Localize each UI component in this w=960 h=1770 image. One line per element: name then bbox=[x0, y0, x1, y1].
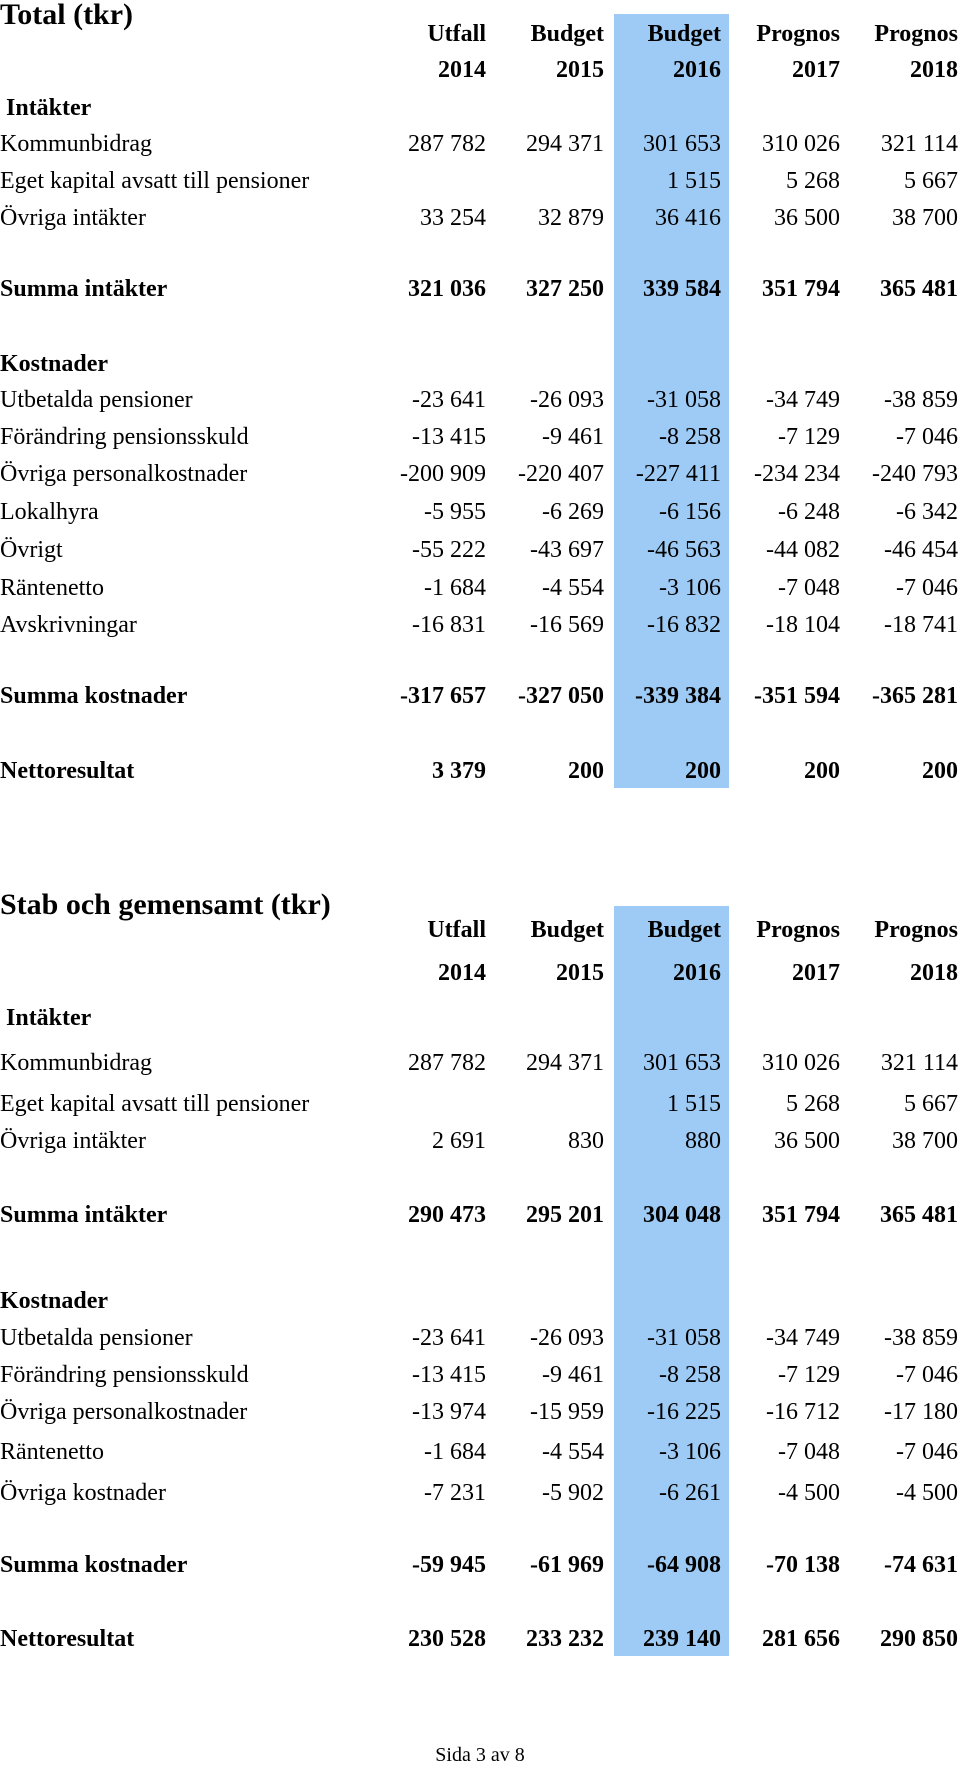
cell: -55 222 bbox=[412, 537, 486, 563]
cell: -7 231 bbox=[424, 1480, 486, 1506]
cell: -46 563 bbox=[647, 537, 721, 563]
cell: 327 250 bbox=[526, 276, 604, 302]
cell: -7 046 bbox=[896, 424, 958, 450]
cell: -6 269 bbox=[542, 499, 604, 525]
cell: -1 684 bbox=[424, 575, 486, 601]
cell: -6 261 bbox=[659, 1480, 721, 1506]
column-header: Utfall bbox=[427, 21, 486, 47]
cell: 351 794 bbox=[762, 276, 840, 302]
table-row bbox=[0, 1434, 960, 1470]
cell: -6 248 bbox=[778, 499, 840, 525]
column-header: Budget bbox=[647, 917, 721, 943]
section-row bbox=[0, 90, 960, 126]
cell: -64 908 bbox=[647, 1552, 721, 1578]
cell: -61 969 bbox=[530, 1552, 604, 1578]
cell: 310 026 bbox=[762, 131, 840, 157]
cell: -7 046 bbox=[896, 575, 958, 601]
table-row bbox=[0, 1475, 960, 1511]
header-row-2 bbox=[0, 52, 960, 88]
column-header: Prognos bbox=[756, 21, 840, 47]
table-row bbox=[0, 1123, 960, 1159]
cell: 830 bbox=[568, 1128, 604, 1154]
cell: 5 268 bbox=[786, 168, 840, 194]
cell: -26 093 bbox=[530, 387, 604, 413]
cell: -6 342 bbox=[896, 499, 958, 525]
column-header: Prognos bbox=[874, 21, 958, 47]
row-label: Räntenetto bbox=[0, 575, 104, 601]
cell: -8 258 bbox=[659, 1362, 721, 1388]
cell: 365 481 bbox=[880, 1202, 958, 1228]
row-label: Övriga personalkostnader bbox=[0, 461, 248, 487]
cell: -351 594 bbox=[754, 683, 840, 709]
column-year: 2018 bbox=[910, 57, 958, 83]
cell: 36 416 bbox=[655, 205, 721, 231]
cell: 230 528 bbox=[408, 1626, 486, 1652]
cell: 351 794 bbox=[762, 1202, 840, 1228]
table-row bbox=[0, 1086, 960, 1122]
cell: -4 554 bbox=[542, 1439, 604, 1465]
column-year: 2015 bbox=[556, 960, 604, 986]
section-row bbox=[0, 346, 960, 382]
cell: 5 268 bbox=[786, 1091, 840, 1117]
table-row bbox=[0, 200, 960, 236]
row-label: Förändring pensionsskuld bbox=[0, 424, 249, 450]
cell: -16 225 bbox=[647, 1399, 721, 1425]
cell: -23 641 bbox=[412, 387, 486, 413]
cell: 3 379 bbox=[432, 758, 486, 784]
row-label: Kostnader bbox=[0, 1288, 108, 1314]
row-label: Nettoresultat bbox=[0, 758, 135, 784]
cell: -18 104 bbox=[766, 612, 840, 638]
cell: -317 657 bbox=[400, 683, 486, 709]
column-year: 2018 bbox=[910, 960, 958, 986]
table-row bbox=[0, 126, 960, 162]
cell: -17 180 bbox=[884, 1399, 958, 1425]
column-year: 2016 bbox=[673, 57, 721, 83]
cell: 36 500 bbox=[774, 205, 840, 231]
cell: -34 749 bbox=[766, 1325, 840, 1351]
cell: -200 909 bbox=[400, 461, 486, 487]
cell: 281 656 bbox=[762, 1626, 840, 1652]
row-label: Kommunbidrag bbox=[0, 1050, 152, 1076]
row-label: Summa intäkter bbox=[0, 276, 168, 302]
row-label: Intäkter bbox=[6, 1005, 92, 1031]
cell: 38 700 bbox=[892, 205, 958, 231]
cell: -26 093 bbox=[530, 1325, 604, 1351]
cell: 287 782 bbox=[408, 1050, 486, 1076]
cell: -38 859 bbox=[884, 1325, 958, 1351]
cell: 38 700 bbox=[892, 1128, 958, 1154]
cell: 1 515 bbox=[667, 1091, 721, 1117]
table-title: Total (tkr) bbox=[0, 0, 134, 31]
cell: -3 106 bbox=[659, 1439, 721, 1465]
cell: -16 831 bbox=[412, 612, 486, 638]
column-year: 2015 bbox=[556, 57, 604, 83]
cell: -1 684 bbox=[424, 1439, 486, 1465]
cell: 290 473 bbox=[408, 1202, 486, 1228]
row-label: Eget kapital avsatt till pensioner bbox=[0, 168, 310, 194]
cell: 33 254 bbox=[420, 205, 486, 231]
cell: -31 058 bbox=[647, 387, 721, 413]
header-row-1 bbox=[0, 16, 960, 52]
row-label: Kostnader bbox=[0, 351, 108, 377]
row-label: Övriga personalkostnader bbox=[0, 1399, 248, 1425]
cell: -7 046 bbox=[896, 1439, 958, 1465]
cell: -31 058 bbox=[647, 1325, 721, 1351]
cell: 304 048 bbox=[643, 1202, 721, 1228]
table-row bbox=[0, 419, 960, 455]
cell: -7 046 bbox=[896, 1362, 958, 1388]
cell: -34 749 bbox=[766, 387, 840, 413]
total-row bbox=[0, 1547, 960, 1583]
cell: 301 653 bbox=[643, 131, 721, 157]
cell: -327 050 bbox=[518, 683, 604, 709]
table-row bbox=[0, 1045, 960, 1081]
cell: 880 bbox=[685, 1128, 721, 1154]
page-number: Sida 3 av 8 bbox=[435, 1744, 525, 1766]
row-label: Övrigt bbox=[0, 537, 63, 563]
cell: 233 232 bbox=[526, 1626, 604, 1652]
row-label: Övriga intäkter bbox=[0, 1128, 146, 1154]
table-row bbox=[0, 382, 960, 418]
cell: -16 712 bbox=[766, 1399, 840, 1425]
table-row bbox=[0, 570, 960, 606]
total-row bbox=[0, 678, 960, 714]
cell: -70 138 bbox=[766, 1552, 840, 1578]
cell: -4 500 bbox=[778, 1480, 840, 1506]
row-label: Förändring pensionsskuld bbox=[0, 1362, 249, 1388]
row-label: Lokalhyra bbox=[0, 499, 99, 525]
section-row bbox=[0, 1283, 960, 1319]
cell: -13 415 bbox=[412, 1362, 486, 1388]
cell: -6 156 bbox=[659, 499, 721, 525]
cell: 36 500 bbox=[774, 1128, 840, 1154]
cell: -8 258 bbox=[659, 424, 721, 450]
table-row bbox=[0, 163, 960, 199]
table-row bbox=[0, 532, 960, 568]
row-label: Kommunbidrag bbox=[0, 131, 152, 157]
cell: 239 140 bbox=[643, 1626, 721, 1652]
column-year: 2017 bbox=[792, 57, 840, 83]
row-label: Räntenetto bbox=[0, 1439, 104, 1465]
total-row bbox=[0, 271, 960, 307]
cell: 200 bbox=[804, 758, 840, 784]
cell: -240 793 bbox=[872, 461, 958, 487]
total-row bbox=[0, 1621, 960, 1657]
cell: -4 554 bbox=[542, 575, 604, 601]
cell: -7 129 bbox=[778, 424, 840, 450]
column-header: Budget bbox=[530, 21, 604, 47]
column-year: 2014 bbox=[438, 960, 486, 986]
cell: 2 691 bbox=[432, 1128, 486, 1154]
cell: 301 653 bbox=[643, 1050, 721, 1076]
row-label: Summa intäkter bbox=[0, 1202, 168, 1228]
section-row bbox=[0, 1000, 960, 1036]
cell: -16 832 bbox=[647, 612, 721, 638]
row-label: Avskrivningar bbox=[0, 612, 137, 638]
cell: 294 371 bbox=[526, 131, 604, 157]
table-row bbox=[0, 1357, 960, 1393]
cell: 295 201 bbox=[526, 1202, 604, 1228]
cell: -7 129 bbox=[778, 1362, 840, 1388]
column-year: 2014 bbox=[438, 57, 486, 83]
cell: 200 bbox=[685, 758, 721, 784]
cell: -59 945 bbox=[412, 1552, 486, 1578]
cell: 32 879 bbox=[538, 205, 604, 231]
row-label: Övriga kostnader bbox=[0, 1480, 166, 1506]
total-row bbox=[0, 1197, 960, 1233]
cell: -9 461 bbox=[542, 424, 604, 450]
column-header: Prognos bbox=[874, 917, 958, 943]
cell: 321 036 bbox=[408, 276, 486, 302]
cell: 294 371 bbox=[526, 1050, 604, 1076]
header-row-1 bbox=[0, 912, 960, 948]
cell: 310 026 bbox=[762, 1050, 840, 1076]
cell: -234 234 bbox=[754, 461, 840, 487]
cell: -5 955 bbox=[424, 499, 486, 525]
table-title: Stab och gemensamt (tkr) bbox=[0, 888, 331, 921]
total-row bbox=[0, 753, 960, 789]
table-row bbox=[0, 1394, 960, 1430]
cell: -44 082 bbox=[766, 537, 840, 563]
column-header: Utfall bbox=[427, 917, 486, 943]
cell: -5 902 bbox=[542, 1480, 604, 1506]
cell: -3 106 bbox=[659, 575, 721, 601]
cell: -18 741 bbox=[884, 612, 958, 638]
row-label: Intäkter bbox=[6, 95, 92, 121]
column-header: Budget bbox=[530, 917, 604, 943]
cell: 287 782 bbox=[408, 131, 486, 157]
row-label: Övriga intäkter bbox=[0, 205, 146, 231]
cell: 321 114 bbox=[880, 131, 958, 157]
cell: 365 481 bbox=[880, 276, 958, 302]
cell: -46 454 bbox=[884, 537, 958, 563]
row-label: Eget kapital avsatt till pensioner bbox=[0, 1091, 310, 1117]
cell: -227 411 bbox=[635, 461, 721, 487]
cell: -13 974 bbox=[412, 1399, 486, 1425]
cell: -23 641 bbox=[412, 1325, 486, 1351]
cell: -43 697 bbox=[530, 537, 604, 563]
table-row bbox=[0, 494, 960, 530]
cell: 5 667 bbox=[904, 1091, 958, 1117]
column-year: 2017 bbox=[792, 960, 840, 986]
cell: -365 281 bbox=[872, 683, 958, 709]
column-year: 2016 bbox=[673, 960, 721, 986]
cell: -339 384 bbox=[635, 683, 721, 709]
row-label: Utbetalda pensioner bbox=[0, 387, 193, 413]
cell: -74 631 bbox=[884, 1552, 958, 1578]
table-row bbox=[0, 456, 960, 492]
cell: -13 415 bbox=[412, 424, 486, 450]
cell: -220 407 bbox=[518, 461, 604, 487]
cell: 200 bbox=[922, 758, 958, 784]
cell: -9 461 bbox=[542, 1362, 604, 1388]
cell: -4 500 bbox=[896, 1480, 958, 1506]
header-row-2 bbox=[0, 955, 960, 991]
cell: 200 bbox=[568, 758, 604, 784]
row-label: Nettoresultat bbox=[0, 1626, 135, 1652]
cell: 321 114 bbox=[880, 1050, 958, 1076]
table-row bbox=[0, 1320, 960, 1356]
row-label: Utbetalda pensioner bbox=[0, 1325, 193, 1351]
cell: -15 959 bbox=[530, 1399, 604, 1425]
column-header: Prognos bbox=[756, 917, 840, 943]
cell: -7 048 bbox=[778, 1439, 840, 1465]
cell: 1 515 bbox=[667, 168, 721, 194]
cell: 290 850 bbox=[880, 1626, 958, 1652]
cell: -38 859 bbox=[884, 387, 958, 413]
cell: 5 667 bbox=[904, 168, 958, 194]
table-row bbox=[0, 607, 960, 643]
column-header: Budget bbox=[647, 21, 721, 47]
cell: -7 048 bbox=[778, 575, 840, 601]
row-label: Summa kostnader bbox=[0, 1552, 188, 1578]
row-label: Summa kostnader bbox=[0, 683, 188, 709]
cell: 339 584 bbox=[643, 276, 721, 302]
cell: -16 569 bbox=[530, 612, 604, 638]
